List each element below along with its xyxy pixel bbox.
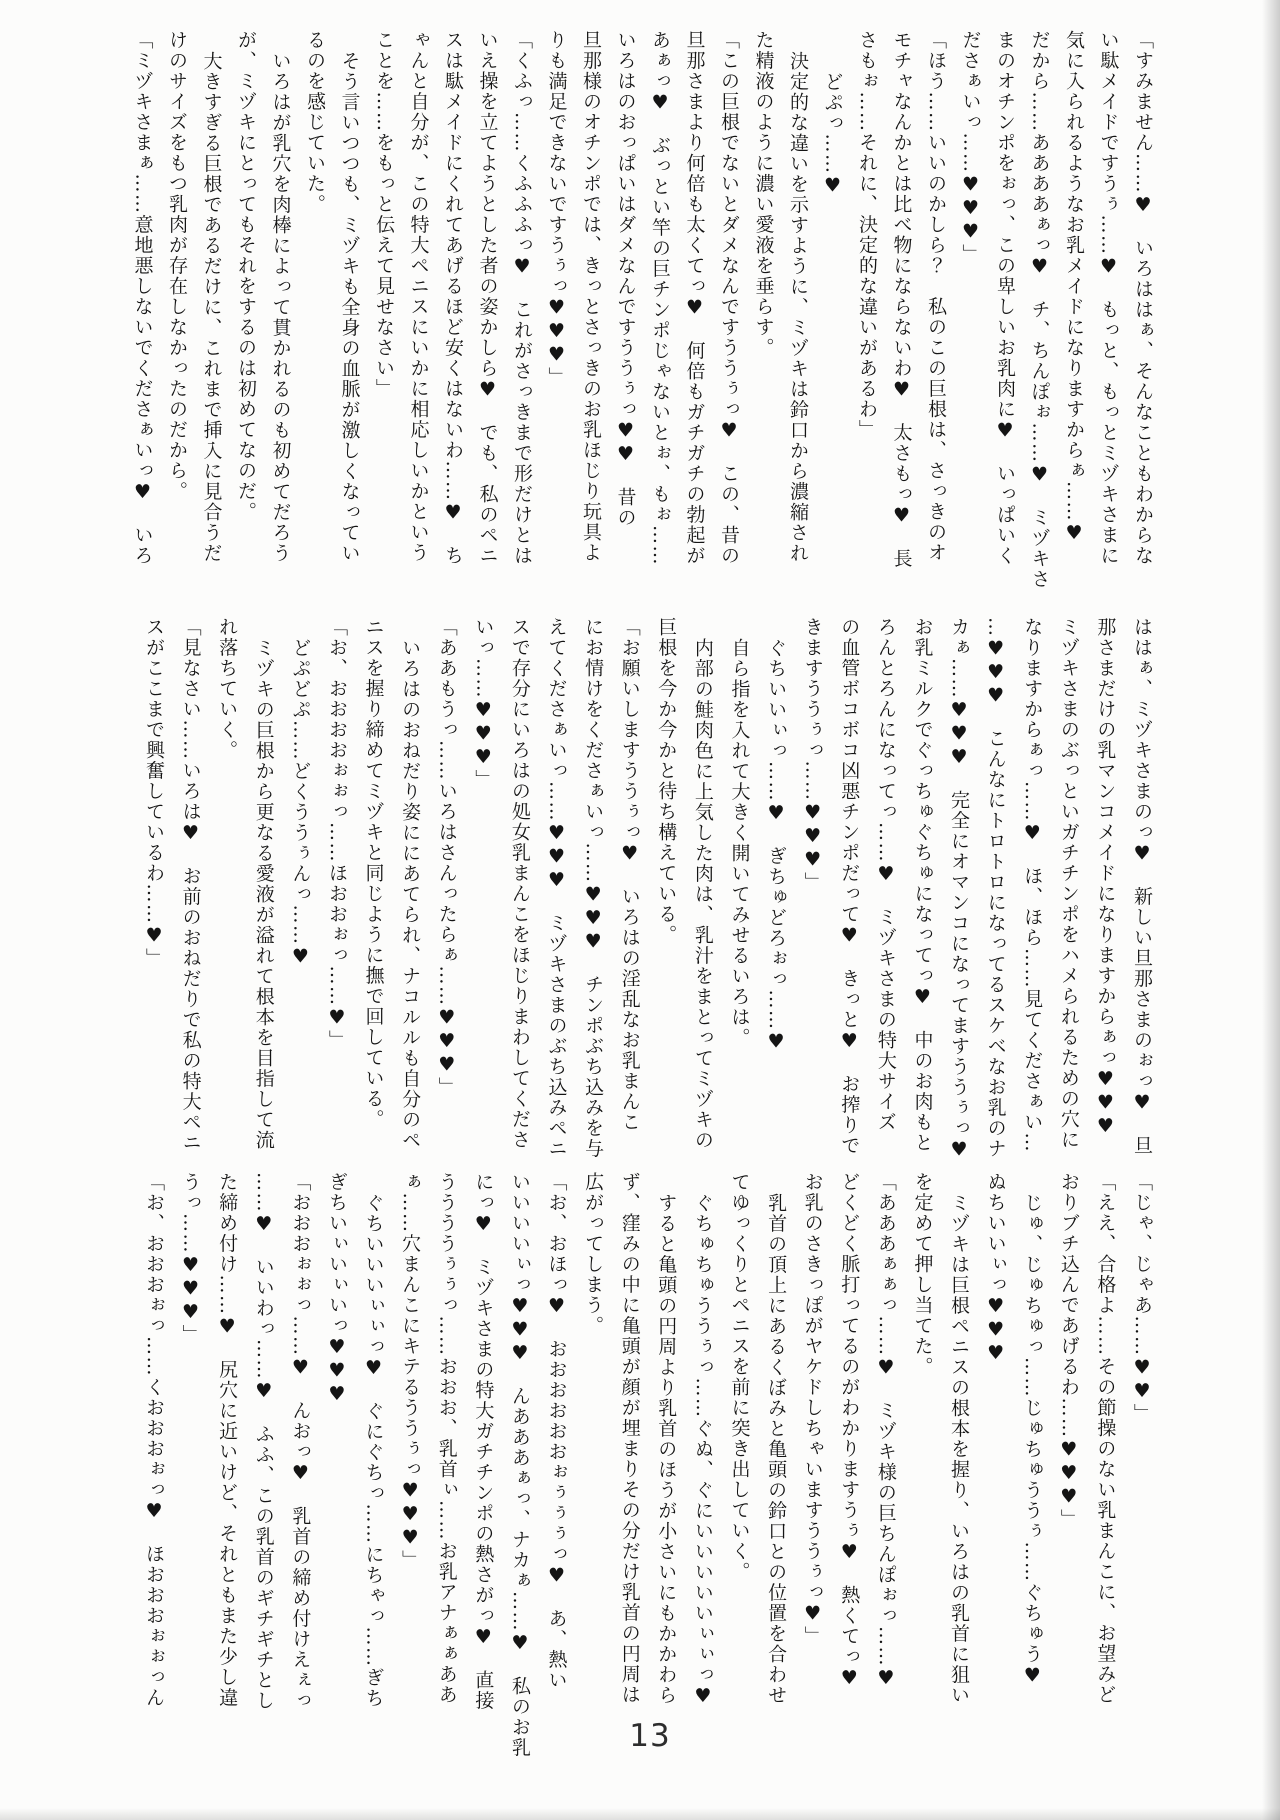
text-column: 「おおおぉぉっ……♥ んおっ♥ 乳首の締め付けえぇっ <box>289 1172 312 1711</box>
text-column: きますううぅっ……♥♥♥」 <box>801 617 824 893</box>
text-column: うっ……♥♥♥」 <box>179 1172 202 1345</box>
text-column: 自ら指を入れて大きく開いてみせるいろは。 <box>728 638 751 1048</box>
text-column: なりますからぁっ……♥ ほ、ほら……見てくださぁい… <box>1021 617 1044 1153</box>
text-column: ことを……をもっと伝えて見せなさい」 <box>373 30 395 399</box>
text-column: ……♥ いいわっ……♥ ふふ、この乳首のギチギチとし <box>252 1172 275 1711</box>
text-column: どくどく脈打ってるのがわかりますうぅ♥ 熱くてっ♥ <box>838 1172 861 1691</box>
text-column: いろはのおっぱいはダメなんですううぅっ♥♥ 昔の <box>614 30 637 528</box>
text-column: 大きすぎる巨根であるだけに、これまで挿入に見合うだ <box>200 51 223 564</box>
text-column: るのを感じていた。 <box>304 30 326 215</box>
text-column: ミヅキさまのぶっといガチチンポをハメられるための穴に <box>1057 617 1080 1150</box>
text-column: どぷどぷ……どくううぅんっ……♥ <box>289 638 312 969</box>
text-column: スがここまで興奮しているわ……♥」 <box>142 617 165 969</box>
text-column: 「見なさい……いろは♥ お前のおねだりで私の特大ペニ <box>179 617 202 1153</box>
text-column: 「お、おおおぉっ……くおおおぉっ♥ ほおおおぉぉっん <box>142 1172 165 1708</box>
text-column: …♥♥♥ こんなにトロトロになってるスケベなお乳のナ <box>984 617 1007 1159</box>
text-column: ぐちいいいぃぃっ♥ ぐにぐちっ……にちゃっ……ぎち <box>362 1193 385 1709</box>
text-column: 旦那様のオチンポでは、きっとさっきのお乳ほじり玩具よ <box>580 30 602 563</box>
text-column: 「この巨根でないとダメなんですううぅっ♥ この、昔の <box>718 30 740 566</box>
text-band-top <box>125 30 1160 590</box>
text-column: ミヅキは巨根ペニスの根本を握り、いろはの乳首に狙い <box>948 1193 971 1706</box>
text-column: ださぁいっ……♥♥♥」 <box>959 30 982 265</box>
text-column: ミヅキの巨根から更なる愛液が溢れて根本を目指して流 <box>252 638 275 1151</box>
text-column: 「ああもうっ……いろはさんったらぁ……♥♥♥」 <box>435 617 458 1098</box>
text-column: 広がってしまう。 <box>582 1172 605 1336</box>
text-column: い駄メイドですうぅ……♥ もっと、もっとミヅキさまに <box>1097 30 1120 566</box>
text-column: 「ほう……いいのかしら？ 私のこの巨根は、さっきのオ <box>925 30 947 563</box>
text-column: 「ええ、合格よ……その節操のない乳まんこに、お望みど <box>1094 1172 1117 1705</box>
text-column: モチャなんかとは比べ物にならないわ♥ 太さもっ♥ 長 <box>890 30 913 569</box>
text-column: まのオチンポをぉっ、この卑しいお乳肉に♥ いっぱいく <box>994 30 1016 566</box>
text-column: いいいいぃっ♥♥♥ んあああぁっ、ナカぁ……♥ 私のお乳 <box>508 1172 531 1758</box>
text-column: すると亀頭の円周より乳首のほうが小さいにもかかわら <box>655 1193 678 1706</box>
text-column: にっ♥ ミヅキさまの特大ガチチンポの熱さがっ♥ 直接 <box>472 1172 495 1711</box>
text-column: 那さまだけの乳マンコメイドになりますからぁっ♥♥♥ <box>1094 617 1117 1139</box>
text-column: 巨根を今か今かと待ち構えている。 <box>655 617 678 945</box>
text-column: ぐちゅちゅううぅっ……ぐぬ、ぐにいいいいいぃぃっ♥ <box>691 1193 714 1709</box>
text-column: 旦那さまより何倍も太くてっ♥ 何倍もガチガチの勃起が <box>683 30 706 566</box>
text-column: ろんとろんになってっ……♥ ミヅキさまの特大サイズ <box>874 617 897 1133</box>
scan-shadow-right <box>1262 0 1280 1820</box>
text-column: さもぉ……それに、決定的な違いがあるわ」 <box>856 30 878 440</box>
text-column: いえ操を立てようとした者の姿かしら♥ でも、私のペニ <box>476 30 499 566</box>
text-column: を定めて押し当てた。 <box>911 1172 934 1377</box>
page-number: 13 <box>629 1718 671 1754</box>
text-column: カぁ……♥♥♥ 完全にオマンコになってますううぅっ♥ <box>948 617 971 1162</box>
text-column: が、ミヅキにとってもそれをするのは初めてなのだ。 <box>235 30 257 522</box>
text-column: いっ……♥♥♥」 <box>472 617 495 790</box>
text-column: スは駄メイドにくれてあげるほど安くはないわ……♥ ち <box>442 30 464 566</box>
text-column: てゆっくりとペニスを前に突き出していく。 <box>728 1172 751 1582</box>
text-column: ははぁ、ミヅキさまのっ♥ 新しい旦那さまのぉっ♥ 旦 <box>1131 617 1153 1156</box>
text-column: 「あああぁぁっ……♥ ミヅキ様の巨ちんぽぉっ……♥ <box>874 1172 897 1691</box>
text-column: 決定的な違いを示すように、ミヅキは鈴口から濃縮され <box>787 51 809 564</box>
text-column: にお情けをくださぁいっ……♥♥♥ チンポぶち込みを与 <box>582 617 605 1159</box>
text-column: 「お、おおおおぉぉっ……ほおおぉっ……♥」 <box>325 617 348 1051</box>
text-column: いろはが乳穴を肉棒によって貫かれるのも初めてだろう <box>269 51 292 564</box>
text-column: 「ミヅキさまぁ……意地悪しないでくださぁいっ♥ いろ <box>131 30 154 566</box>
text-column: 「お、おほっ♥ おおおおおおぉぅぅぅっ♥ あ、熱い <box>545 1172 568 1691</box>
text-column: 「すみません……♥ いろははぁ、そんなこともわからな <box>1132 30 1154 566</box>
text-column: 「じゃ、じゃあ……♥♥」 <box>1131 1172 1153 1424</box>
text-column: の血管ボコボコ凶悪チンポだって♥ きっと♥ お搾りで <box>838 617 861 1156</box>
text-column: お乳ミルクでぐっちゅぐちゅになってっ♥ 中のお肉もと <box>911 617 934 1153</box>
text-column: た締め付け……♥ 尻穴に近いけど、それともまた少し違 <box>216 1172 239 1708</box>
text-column: ゃんと自分が、この特大ペニスにいかに相応しいかという <box>407 30 430 563</box>
text-column: けのサイズをもつ乳肉が存在しなかったのだから。 <box>166 30 188 502</box>
text-column: 「お願いしますううぅっ♥ いろはの淫乱なお乳まんこ <box>618 617 641 1133</box>
text-column: れ落ちていく。 <box>216 617 239 761</box>
text-column: えてくださぁいっ……♥♥♥ ミヅキさまのぶち込みペニ <box>545 617 568 1159</box>
text-column: あぁっ♥ ぶっとい竿の巨チンポじゃないとぉ、もぉ…… <box>649 30 671 566</box>
text-column: 乳首の頂上にあるくぼみと亀頭の鈴口との位置を合わせ <box>765 1193 788 1706</box>
text-column: いろはのおねだり姿ににあてられ、ナコルルも自分のペ <box>399 638 422 1151</box>
text-column: ぎちいぃいぃいっ♥♥♥ <box>325 1172 348 1407</box>
text-column: そう言いつつも、ミヅキも全身の血脈が激しくなってい <box>338 51 361 564</box>
scan-shadow-bottom <box>0 1808 1280 1820</box>
text-column: りも満足できないですうぅっ♥♥♥」 <box>545 30 568 388</box>
text-column: ぁ……穴まんこにキテるううぅっ♥♥♥」 <box>399 1172 422 1571</box>
text-column: どぷっ……♥ <box>821 72 844 198</box>
text-column: 「くふっ……くふふふっ♥ これがさっきまで形だけとは <box>511 30 533 566</box>
text-column: ニスを握り締めてミヅキと同じように撫で回している。 <box>362 617 385 1130</box>
text-column: じゅ、じゅちゅっ……じゅちゅううぅ……ぐちゅう♥ <box>1021 1193 1044 1688</box>
text-column: お乳のさきっぽがヤケドしちゃいますううぅっ♥」 <box>801 1172 824 1647</box>
text-column: おりブチ込んであげるわ……♥♥♥」 <box>1057 1172 1080 1530</box>
text-column: 内部の鮭肉色に上気した肉は、乳汁をまとってミヅキの <box>691 638 714 1151</box>
text-column: 気に入られるようなお乳メイドになりますからぁ……♥ <box>1063 30 1085 546</box>
text-column: だから……ああああぁっ♥ チ、ちんぽぉ……♥ ミヅキさ <box>1028 30 1051 590</box>
text-band-middle <box>135 617 1160 1173</box>
text-column: ぬちいいぃっ♥♥♥ <box>984 1172 1007 1366</box>
text-column: ず、窪みの中に亀頭が顔が埋まりその分だけ乳首の円周は <box>618 1172 641 1705</box>
text-column: ぐちいいぃっ……♥ ぎちゅどろぉっ……♥ <box>765 638 788 1054</box>
text-column: た精液のように濃い愛液を垂らす。 <box>752 30 775 358</box>
text-column: スで存分にいろはの処女乳まんこをほじりまわしてくださ <box>508 617 531 1150</box>
text-column: ううううぅぅっ……おおお、乳首ぃ……お乳アナぁぁああ <box>435 1172 458 1705</box>
